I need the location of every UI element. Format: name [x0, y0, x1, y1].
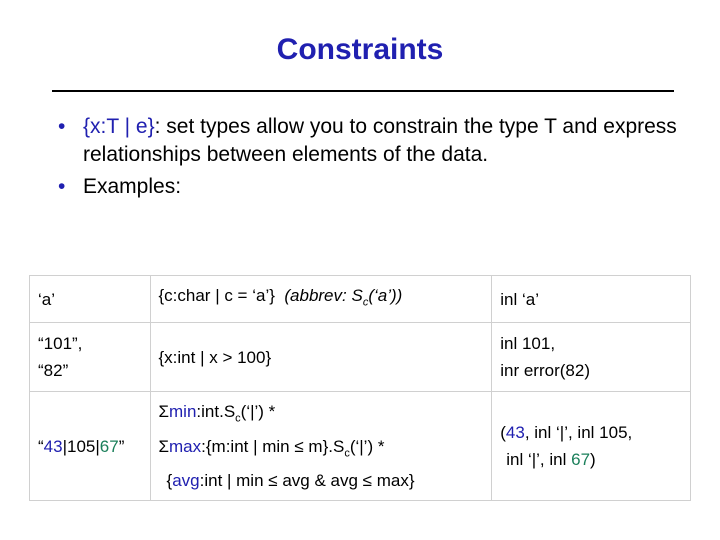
title-divider — [52, 90, 674, 92]
sigma-icon: Σ — [158, 436, 170, 456]
min-label: min — [169, 402, 197, 422]
injection-cell — [492, 323, 691, 392]
injection-line — [500, 419, 682, 446]
subscript: c — [235, 412, 241, 425]
set-type-notation: {x:T | e} — [83, 115, 155, 138]
paren: ( — [500, 423, 506, 442]
abbrev-suffix: (‘a’)) — [368, 285, 403, 305]
type-text: {c:char | c = ‘a’} — [158, 285, 275, 305]
subscript: c — [344, 446, 350, 459]
abbrev-subscript: c — [362, 296, 369, 309]
bullet-item — [58, 173, 678, 201]
inj-67: 67 — [571, 450, 591, 469]
injection-line: inr error(82) — [500, 361, 590, 380]
table-row — [30, 276, 691, 323]
injection-cell — [492, 392, 691, 501]
bullet-text: Examples: — [83, 175, 182, 198]
value-105: |105| — [62, 436, 100, 456]
type-text: { — [166, 470, 173, 490]
type-text: {x:int | x > 100} — [158, 347, 272, 367]
bullet-list — [58, 113, 678, 205]
value-cell — [30, 276, 151, 323]
abbrev-text — [280, 285, 403, 309]
type-cell — [150, 276, 492, 323]
value-cell — [30, 392, 151, 501]
value-cell — [30, 323, 151, 392]
value-line: “82” — [38, 361, 69, 380]
slide-title: Constraints — [276, 33, 444, 66]
injection-line: inl 101, — [500, 334, 556, 353]
value-43: 43 — [43, 436, 63, 456]
avg-label: avg — [172, 470, 200, 490]
type-cell — [150, 392, 492, 501]
type-line-max — [159, 433, 484, 467]
injection-cell — [492, 276, 691, 323]
type-text: :int | min ≤ avg & avg ≤ max} — [199, 470, 415, 490]
examples-table — [29, 275, 691, 501]
type-cell — [150, 323, 492, 392]
type-text: :int.S — [196, 402, 236, 422]
quote-mark: ” — [118, 436, 125, 456]
max-label: max — [169, 436, 202, 456]
injection-line — [500, 446, 682, 473]
bullet-dot-icon: • — [58, 115, 66, 138]
inj-43: 43 — [505, 423, 525, 442]
bullet-dot-icon: • — [58, 175, 66, 198]
value-line: “101”, — [38, 334, 83, 353]
table-row — [30, 323, 691, 392]
type-text: :{m:int | min ≤ m}.S — [201, 436, 345, 456]
value-67: 67 — [99, 436, 119, 456]
injection-text: , inl ‘|’, inl 105, — [524, 423, 633, 442]
sigma-icon: Σ — [158, 402, 170, 422]
bullet-item — [58, 113, 678, 169]
type-text: (‘|’) * — [240, 402, 276, 422]
injection-text: inl ‘a’ — [500, 289, 539, 309]
type-line-min — [159, 398, 484, 432]
type-text: (‘|’) * — [349, 436, 385, 456]
value-text: ‘a’ — [38, 289, 56, 309]
table-row — [30, 392, 691, 501]
type-line-avg — [159, 467, 484, 494]
quote-mark: “ — [38, 436, 44, 456]
paren: ) — [590, 450, 596, 469]
abbrev-prefix: (abbrev: S — [284, 285, 363, 305]
bullet-text: : set types allow you to constrain the type T and express relationships between elements of the data. — [83, 115, 677, 166]
injection-text: inl ‘|’, inl — [506, 450, 572, 469]
